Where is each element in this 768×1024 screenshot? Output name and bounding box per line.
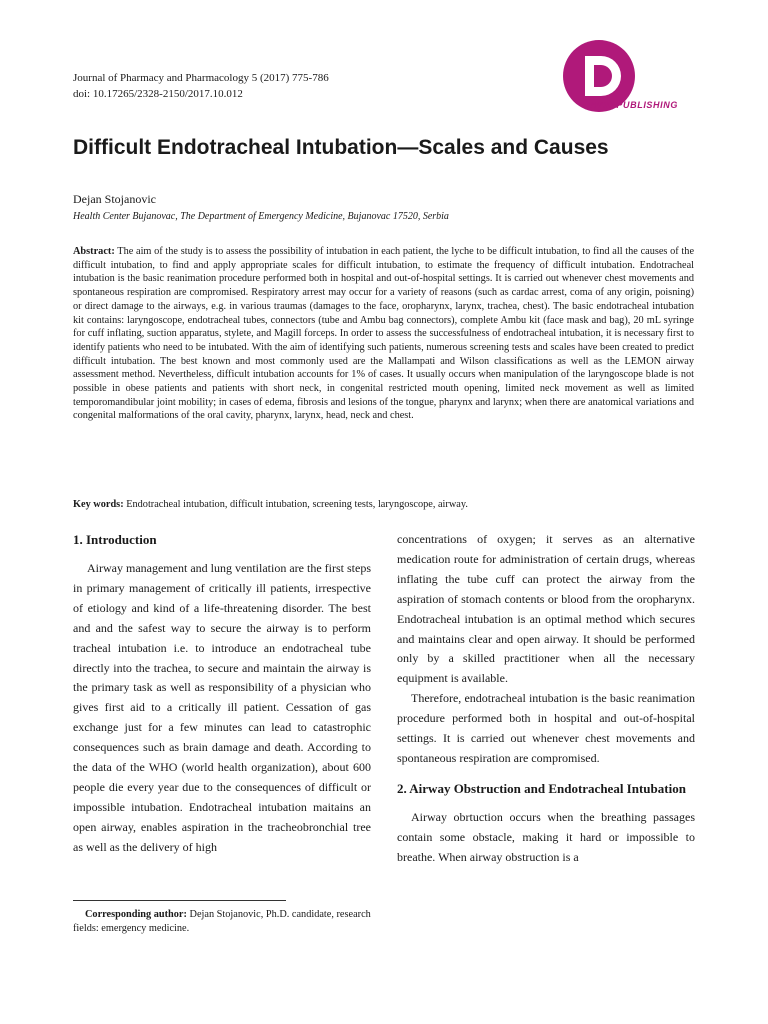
logo-letter: D [557, 36, 558, 37]
keywords [73, 499, 694, 510]
author-name: Dejan Stojanovic [73, 192, 156, 206]
section-2-paragraph-1: Airway obrtuction occurs when the breathing passages contain some obstacle, making it hard or impossible to breathe. When airway obstruction is a [397, 809, 695, 864]
author-affiliation: Health Center Bujanovac, The Department of Emergency Medicine, Bujanovac 17520, Serbia [73, 211, 449, 222]
section-1-paragraph-2: Therefore, endotracheal intubation is the basic reanimation procedure performed both in hospital and out-of-hospital settings. It is carried out whenever chest movements and spontaneous respiration are compromised. [397, 691, 695, 765]
abstract [73, 245, 694, 423]
keywords-label: Key words: [73, 499, 124, 510]
journal-header [73, 70, 329, 102]
footnote-label: Corresponding author: [85, 909, 187, 920]
section-1-paragraph-1-continued: concentrations of oxygen; it serves as an alternative medication route for administration of certain drugs, whereas inflating the tube cuff can protect the airway from the aspiration of stomach contents or blood from the oropharynx. Endotracheal intubation is an optimal method which secures and maintains clear and open airway. It should be performed only by a skilled practitioner when all the necessary equipment is available. [397, 532, 695, 686]
logo-text: DAVID PUBLISHING [583, 100, 678, 110]
journal-citation: Journal of Pharmacy and Pharmacology 5 (2017) 775-786 [73, 72, 329, 84]
section-2-heading: 2. Airway Obstruction and Endotracheal Intubation [397, 780, 686, 796]
abstract-text: The aim of the study is to assess the possibility of intubation in each patient, the lyche to be difficult intubation, to find all the causes of the difficult intubation, to find and apply appropriate scales for difficult intubation, to estimate the frequency of difficult intubation. Endotracheal intubation is the basic reanimation procedure performed both in hospital and out-of-hospital settings. It is carried out whenever chest movements and spontaneous respiration are compromised. Respiratory arrest may occur for a variety of reasons (such as cardac arrest, coma of any origin, poisning) or direct damage to the airways, e.g. in various traumas (damages to the face, oropharynx, larynx, trachea, chest). The basic endotracheal intubation kit contains: laryngoscope, endotracheal tubes, connectors (tube and Ambu bag connectors), complete Ambu kit (face mask and bag), 20 mL syringe for cuff inflating, suction apparatus, stylete, and Magill forceps. In order to assess the successfulness of endotracheal intubation, it is necessary first to identify patients who need to be intubated. With the aim of identifying such patients, numerous screening tests and scales have been created to predict difficult intubation. The best known and most commonly used are the Mallampati and Wilson classifications as well as the LEMON airway assessment method. Nevertheless, difficult intubation accounts for 1% of cases. It usually occurs when manipulation of the laryngoscope blade is not possible in obese patients and patients with short neck, in congenital restricted mouth opening, limited neck movement as well as limited temporomandibular joint mobility; in cases of edema, fibrosis and lesions of the tongue, pharynx and larynx; when there are anatomical variations and congenital malformations of the oral cavity, pharynx, larynx, head, neck and chest. [73, 246, 695, 422]
paper-title: Difficult Endotracheal Intubation—Scales and Causes [73, 136, 609, 159]
publisher-logo [557, 36, 702, 116]
section-1-paragraph-1: Airway management and lung ventilation are the first steps in primary management of critically ill patients, irrespective of etiology and kind of a life-threatening disorder. The best and and the safest way to secure the airway is to perform tracheal intubation i.e. to introduce an endotracheal tube directly into the trachea, to secure and maintain the airway is the primary task as well as responsibility of a physician who gives first aid to a critically ill patient. Cessation of gas exchange just for a few minutes can lead to catastrophic consequences such as brain damage and death. According to the data of the WHO (world health organization), about 600 people die every year due to the consequences of difficult or impossible intubation. Endotracheal intubation maitains an open airway, enables aspiration in the tracheobronchial tree as well as the delivery of high [73, 561, 371, 854]
left-column [73, 530, 371, 858]
corresponding-author-footnote [73, 908, 373, 935]
footnote-divider [73, 900, 286, 901]
right-column [397, 530, 695, 868]
footnote-text: Dejan Stojanovic, Ph.D. candidate, research fields: emergency medicine. [73, 909, 371, 934]
section-1-heading: 1. Introduction [73, 532, 157, 547]
abstract-label: Abstract: [73, 246, 115, 257]
doi: doi: 10.17265/2328-2150/2017.10.012 [73, 88, 243, 100]
keywords-text: Endotracheal intubation, difficult intubation, screening tests, laryngoscope, airway. [126, 499, 468, 510]
